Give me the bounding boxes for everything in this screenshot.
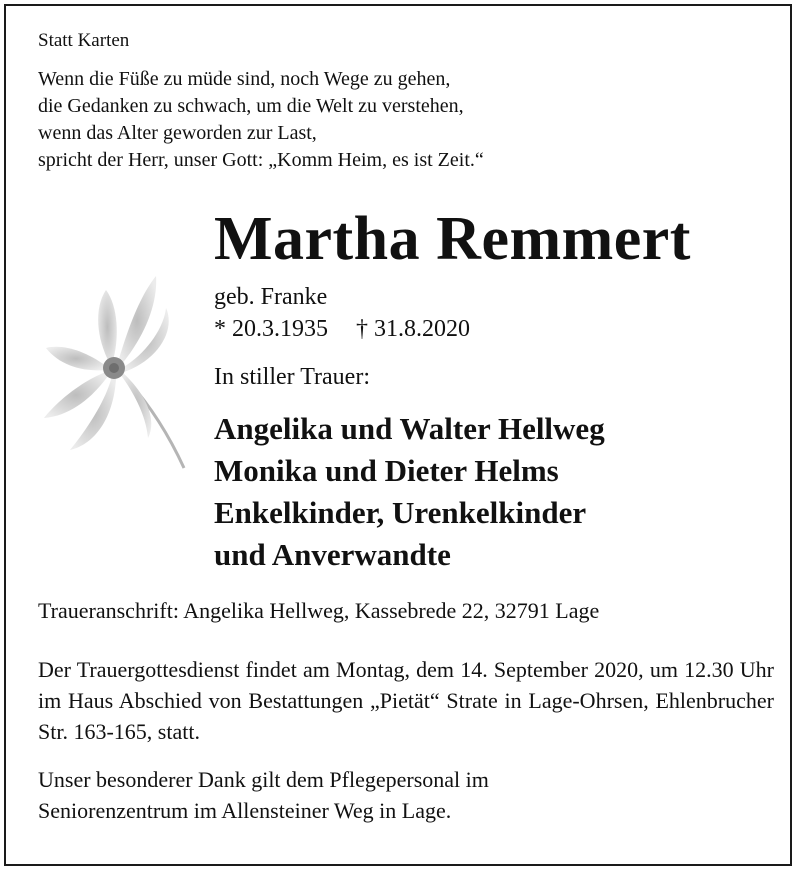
mourner-line: Angelika und Walter Hellweg [214, 411, 605, 446]
mourner-line: Enkelkinder, Urenkelkinder [214, 495, 587, 530]
thanks-line: Seniorenzentrum im Allensteiner Weg in Lage. [38, 798, 452, 823]
flower-icon [36, 268, 196, 478]
deceased-name: Martha Remmert [214, 205, 691, 273]
mourners-list [214, 408, 605, 576]
poem-line: spricht der Herr, unser Gott: „Komm Heim, es ist Zeit.“ [38, 149, 484, 171]
mourner-line: und Anverwandte [214, 537, 451, 572]
mourning-label: In stiller Trauer: [214, 364, 370, 390]
poem-line: wenn das Alter geworden zur Last, [38, 122, 317, 144]
life-dates [214, 316, 470, 343]
death-date: † 31.8.2020 [356, 316, 470, 342]
thanks-text [38, 764, 489, 826]
thanks-line: Unser besonderer Dank gilt dem Pflegepersonal im [38, 767, 489, 792]
poem-line: Wenn die Füße zu müde sind, noch Wege zu gehen, [38, 68, 451, 90]
birth-date: * 20.3.1935 [214, 316, 328, 342]
service-info: Der Trauergottesdienst findet am Montag, dem 14. September 2020, um 12.30 Uhr im Haus Abschied von Bestattungen „Pietät“ Strate in Lage-Ohrsen, Ehlenbrucher Str. 163-165, statt. [38, 657, 774, 744]
poem [38, 66, 484, 174]
obituary-notice [4, 4, 792, 866]
header-text: Statt Karten [38, 30, 130, 51]
poem-line: die Gedanken zu schwach, um die Welt zu verstehen, [38, 95, 464, 117]
mourning-address: Traueranschrift: Angelika Hellweg, Kassebrede 22, 32791 Lage [38, 598, 600, 623]
maiden-name: geb. Franke [214, 284, 328, 310]
mourner-line: Monika und Dieter Helms [214, 453, 559, 488]
